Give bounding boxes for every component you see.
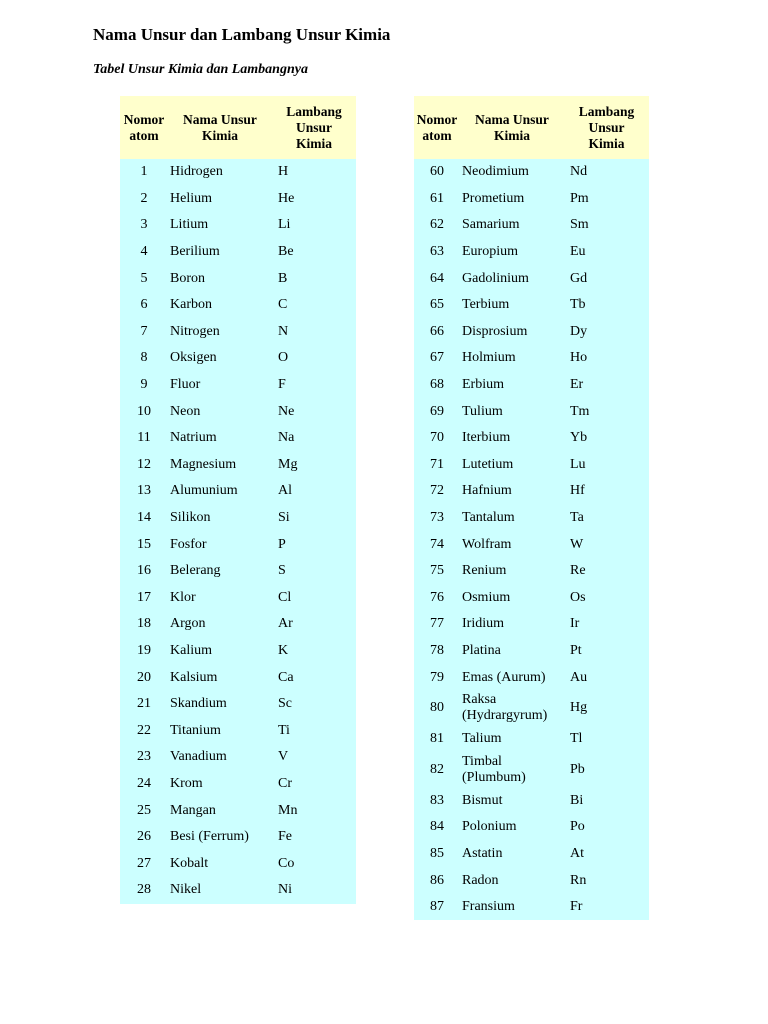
element-symbol-cell: Hg (564, 691, 649, 726)
element-name-cell: Lutetium (460, 452, 564, 479)
element-symbol-cell: Au (564, 664, 649, 691)
element-name-cell: Gadolinium (460, 265, 564, 292)
atomic-number-cell: 71 (414, 452, 460, 479)
atomic-number-cell: 12 (120, 452, 168, 479)
table-row (414, 814, 649, 841)
table-row (414, 265, 649, 292)
element-name-cell: Besi (Ferrum) (168, 824, 272, 851)
table-row (120, 664, 356, 691)
element-name-cell: Renium (460, 558, 564, 585)
element-symbol-cell: Dy (564, 319, 649, 346)
element-name-cell: Hafnium (460, 478, 564, 505)
table-row (120, 638, 356, 665)
atomic-number-cell: 11 (120, 425, 168, 452)
table-row (414, 239, 649, 266)
element-symbol-cell: N (272, 319, 356, 346)
element-name-cell: Nitrogen (168, 319, 272, 346)
table-row (120, 398, 356, 425)
header-nama-unsur: Nama Unsur Kimia (168, 96, 272, 159)
atomic-number-cell: 24 (120, 771, 168, 798)
atomic-number-cell: 66 (414, 319, 460, 346)
element-symbol-cell: Si (272, 505, 356, 532)
element-symbol-cell: Mg (272, 452, 356, 479)
element-name-cell: Kalsium (168, 664, 272, 691)
element-name-cell: Platina (460, 638, 564, 665)
element-name-cell: Tulium (460, 398, 564, 425)
element-name-cell: Hidrogen (168, 159, 272, 186)
table-row (414, 186, 649, 213)
element-symbol-cell: S (272, 558, 356, 585)
atomic-number-cell: 25 (120, 797, 168, 824)
element-name-cell: Talium (460, 726, 564, 753)
atomic-number-cell: 77 (414, 611, 460, 638)
element-symbol-cell: Ar (272, 611, 356, 638)
element-symbol-cell: Re (564, 558, 649, 585)
atomic-number-cell: 74 (414, 531, 460, 558)
atomic-number-cell: 73 (414, 505, 460, 532)
table-row (414, 505, 649, 532)
atomic-number-cell: 86 (414, 867, 460, 894)
table-row (120, 531, 356, 558)
element-symbol-cell: Bi (564, 787, 649, 814)
table-row (414, 425, 649, 452)
table-row (120, 265, 356, 292)
element-name-cell: Fluor (168, 372, 272, 399)
element-symbol-cell: Os (564, 585, 649, 612)
atomic-number-cell: 85 (414, 841, 460, 868)
table-row (414, 212, 649, 239)
element-name-cell: Osmium (460, 585, 564, 612)
atomic-number-cell: 23 (120, 744, 168, 771)
atomic-number-cell: 79 (414, 664, 460, 691)
atomic-number-cell: 17 (120, 585, 168, 612)
table-row (120, 452, 356, 479)
atomic-number-cell: 6 (120, 292, 168, 319)
table-row (414, 372, 649, 399)
element-symbol-cell: Mn (272, 797, 356, 824)
element-symbol-cell: Ir (564, 611, 649, 638)
table-row (120, 824, 356, 851)
atomic-number-cell: 4 (120, 239, 168, 266)
element-name-cell: Nikel (168, 877, 272, 904)
element-name-cell: Argon (168, 611, 272, 638)
table-row (414, 841, 649, 868)
element-name-cell: Boron (168, 265, 272, 292)
table-row (120, 372, 356, 399)
element-name-cell: Kobalt (168, 850, 272, 877)
element-symbol-cell: K (272, 638, 356, 665)
element-name-cell: Krom (168, 771, 272, 798)
element-symbol-cell: Co (272, 850, 356, 877)
atomic-number-cell: 64 (414, 265, 460, 292)
table-row (414, 398, 649, 425)
atomic-number-cell: 78 (414, 638, 460, 665)
table-row (414, 664, 649, 691)
atomic-number-cell: 65 (414, 292, 460, 319)
element-symbol-cell: Fe (272, 824, 356, 851)
table-row (414, 752, 649, 787)
element-symbol-cell: Ti (272, 717, 356, 744)
atomic-number-cell: 75 (414, 558, 460, 585)
table-row (120, 691, 356, 718)
element-symbol-cell: Tb (564, 292, 649, 319)
element-name-cell: Raksa (Hydrargyrum) (460, 691, 564, 726)
element-symbol-cell: Rn (564, 867, 649, 894)
table-row (120, 850, 356, 877)
element-name-cell: Wolfram (460, 531, 564, 558)
element-name-cell: Kalium (168, 638, 272, 665)
table-row (120, 292, 356, 319)
element-symbol-cell: Po (564, 814, 649, 841)
atomic-number-cell: 72 (414, 478, 460, 505)
element-symbol-cell: Cl (272, 585, 356, 612)
atomic-number-cell: 7 (120, 319, 168, 346)
atomic-number-cell: 10 (120, 398, 168, 425)
element-symbol-cell: P (272, 531, 356, 558)
table-row (414, 691, 649, 726)
page-title: Nama Unsur dan Lambang Unsur Kimia (93, 25, 391, 44)
element-name-cell: Mangan (168, 797, 272, 824)
table-row (414, 478, 649, 505)
element-name-cell: Helium (168, 186, 272, 213)
table-row (414, 585, 649, 612)
element-symbol-cell: C (272, 292, 356, 319)
element-name-cell: Radon (460, 867, 564, 894)
header-nomor-atom: Nomor atom (414, 96, 460, 159)
element-symbol-cell: Pb (564, 752, 649, 787)
element-symbol-cell: Ho (564, 345, 649, 372)
element-name-cell: Neon (168, 398, 272, 425)
atomic-number-cell: 63 (414, 239, 460, 266)
element-name-cell: Iterbium (460, 425, 564, 452)
table-row (414, 638, 649, 665)
atomic-number-cell: 13 (120, 478, 168, 505)
table-row (120, 425, 356, 452)
atomic-number-cell: 9 (120, 372, 168, 399)
atomic-number-cell: 82 (414, 752, 460, 787)
atomic-number-cell: 22 (120, 717, 168, 744)
atomic-number-cell: 80 (414, 691, 460, 726)
element-symbol-cell: Na (272, 425, 356, 452)
element-name-cell: Fosfor (168, 531, 272, 558)
element-name-cell: Europium (460, 239, 564, 266)
element-name-cell: Samarium (460, 212, 564, 239)
elements-table-right (414, 96, 649, 920)
element-name-cell: Polonium (460, 814, 564, 841)
element-name-cell: Karbon (168, 292, 272, 319)
atomic-number-cell: 61 (414, 186, 460, 213)
element-name-cell: Timbal (Plumbum) (460, 752, 564, 787)
element-name-cell: Magnesium (168, 452, 272, 479)
element-name-cell: Silikon (168, 505, 272, 532)
element-symbol-cell: Tm (564, 398, 649, 425)
element-name-cell: Vanadium (168, 744, 272, 771)
table-caption: Tabel Unsur Kimia dan Lambangnya (93, 62, 308, 77)
element-name-cell: Oksigen (168, 345, 272, 372)
table-row (120, 212, 356, 239)
element-symbol-cell: Al (272, 478, 356, 505)
element-symbol-cell: O (272, 345, 356, 372)
element-name-cell: Alumunium (168, 478, 272, 505)
table-row (120, 478, 356, 505)
element-symbol-cell: Lu (564, 452, 649, 479)
element-symbol-cell: Ta (564, 505, 649, 532)
header-nama-unsur: Nama Unsur Kimia (460, 96, 564, 159)
atomic-number-cell: 87 (414, 894, 460, 921)
atomic-number-cell: 14 (120, 505, 168, 532)
table-row (414, 292, 649, 319)
element-name-cell: Litium (168, 212, 272, 239)
element-name-cell: Fransium (460, 894, 564, 921)
element-symbol-cell: F (272, 372, 356, 399)
element-symbol-cell: Ca (272, 664, 356, 691)
table-row (414, 867, 649, 894)
element-symbol-cell: Tl (564, 726, 649, 753)
element-name-cell: Titanium (168, 717, 272, 744)
atomic-number-cell: 67 (414, 345, 460, 372)
atomic-number-cell: 5 (120, 265, 168, 292)
element-name-cell: Tantalum (460, 505, 564, 532)
atomic-number-cell: 2 (120, 186, 168, 213)
table-row (120, 585, 356, 612)
element-name-cell: Klor (168, 585, 272, 612)
table-row (120, 159, 356, 186)
element-symbol-cell: Sc (272, 691, 356, 718)
table-row (414, 726, 649, 753)
table-row (414, 345, 649, 372)
atomic-number-cell: 83 (414, 787, 460, 814)
element-name-cell: Holmium (460, 345, 564, 372)
atomic-number-cell: 1 (120, 159, 168, 186)
table-row (120, 505, 356, 532)
element-symbol-cell: He (272, 186, 356, 213)
table-header-row (414, 96, 649, 159)
table-row (120, 877, 356, 904)
element-symbol-cell: Pm (564, 186, 649, 213)
atomic-number-cell: 60 (414, 159, 460, 186)
element-name-cell: Skandium (168, 691, 272, 718)
element-symbol-cell: At (564, 841, 649, 868)
table-header-row (120, 96, 356, 159)
atomic-number-cell: 20 (120, 664, 168, 691)
table-row (414, 611, 649, 638)
element-name-cell: Iridium (460, 611, 564, 638)
atomic-number-cell: 62 (414, 212, 460, 239)
atomic-number-cell: 19 (120, 638, 168, 665)
element-symbol-cell: H (272, 159, 356, 186)
atomic-number-cell: 27 (120, 850, 168, 877)
element-symbol-cell: Er (564, 372, 649, 399)
element-name-cell: Bismut (460, 787, 564, 814)
element-symbol-cell: Fr (564, 894, 649, 921)
atomic-number-cell: 28 (120, 877, 168, 904)
element-name-cell: Neodimium (460, 159, 564, 186)
header-lambang-unsur: Lambang Unsur Kimia (272, 96, 356, 159)
table-row (120, 239, 356, 266)
table-row (414, 558, 649, 585)
element-symbol-cell: Ni (272, 877, 356, 904)
element-name-cell: Prometium (460, 186, 564, 213)
element-name-cell: Disprosium (460, 319, 564, 346)
element-name-cell: Emas (Aurum) (460, 664, 564, 691)
table-row (414, 787, 649, 814)
atomic-number-cell: 69 (414, 398, 460, 425)
atomic-number-cell: 76 (414, 585, 460, 612)
element-name-cell: Terbium (460, 292, 564, 319)
element-symbol-cell: Li (272, 212, 356, 239)
table-row (120, 771, 356, 798)
atomic-number-cell: 8 (120, 345, 168, 372)
table-row (414, 159, 649, 186)
table-row (120, 186, 356, 213)
atomic-number-cell: 15 (120, 531, 168, 558)
atomic-number-cell: 26 (120, 824, 168, 851)
element-symbol-cell: Pt (564, 638, 649, 665)
element-symbol-cell: B (272, 265, 356, 292)
atomic-number-cell: 81 (414, 726, 460, 753)
element-name-cell: Berilium (168, 239, 272, 266)
atomic-number-cell: 70 (414, 425, 460, 452)
table-row (414, 894, 649, 921)
table-row (120, 611, 356, 638)
element-symbol-cell: Sm (564, 212, 649, 239)
table-row (120, 797, 356, 824)
table-row (120, 558, 356, 585)
element-symbol-cell: Eu (564, 239, 649, 266)
table-row (120, 744, 356, 771)
element-symbol-cell: V (272, 744, 356, 771)
element-name-cell: Natrium (168, 425, 272, 452)
element-symbol-cell: Hf (564, 478, 649, 505)
element-name-cell: Astatin (460, 841, 564, 868)
table-row (120, 319, 356, 346)
element-symbol-cell: Ne (272, 398, 356, 425)
atomic-number-cell: 21 (120, 691, 168, 718)
table-row (414, 319, 649, 346)
atomic-number-cell: 18 (120, 611, 168, 638)
table-row (414, 531, 649, 558)
element-symbol-cell: Gd (564, 265, 649, 292)
element-name-cell: Erbium (460, 372, 564, 399)
atomic-number-cell: 3 (120, 212, 168, 239)
element-symbol-cell: Yb (564, 425, 649, 452)
element-name-cell: Belerang (168, 558, 272, 585)
table-row (120, 717, 356, 744)
atomic-number-cell: 16 (120, 558, 168, 585)
table-row (120, 345, 356, 372)
header-nomor-atom: Nomor atom (120, 96, 168, 159)
element-symbol-cell: Cr (272, 771, 356, 798)
header-lambang-unsur: Lambang Unsur Kimia (564, 96, 649, 159)
element-symbol-cell: W (564, 531, 649, 558)
atomic-number-cell: 68 (414, 372, 460, 399)
elements-table-left (120, 96, 356, 904)
element-symbol-cell: Nd (564, 159, 649, 186)
element-symbol-cell: Be (272, 239, 356, 266)
table-row (414, 452, 649, 479)
atomic-number-cell: 84 (414, 814, 460, 841)
